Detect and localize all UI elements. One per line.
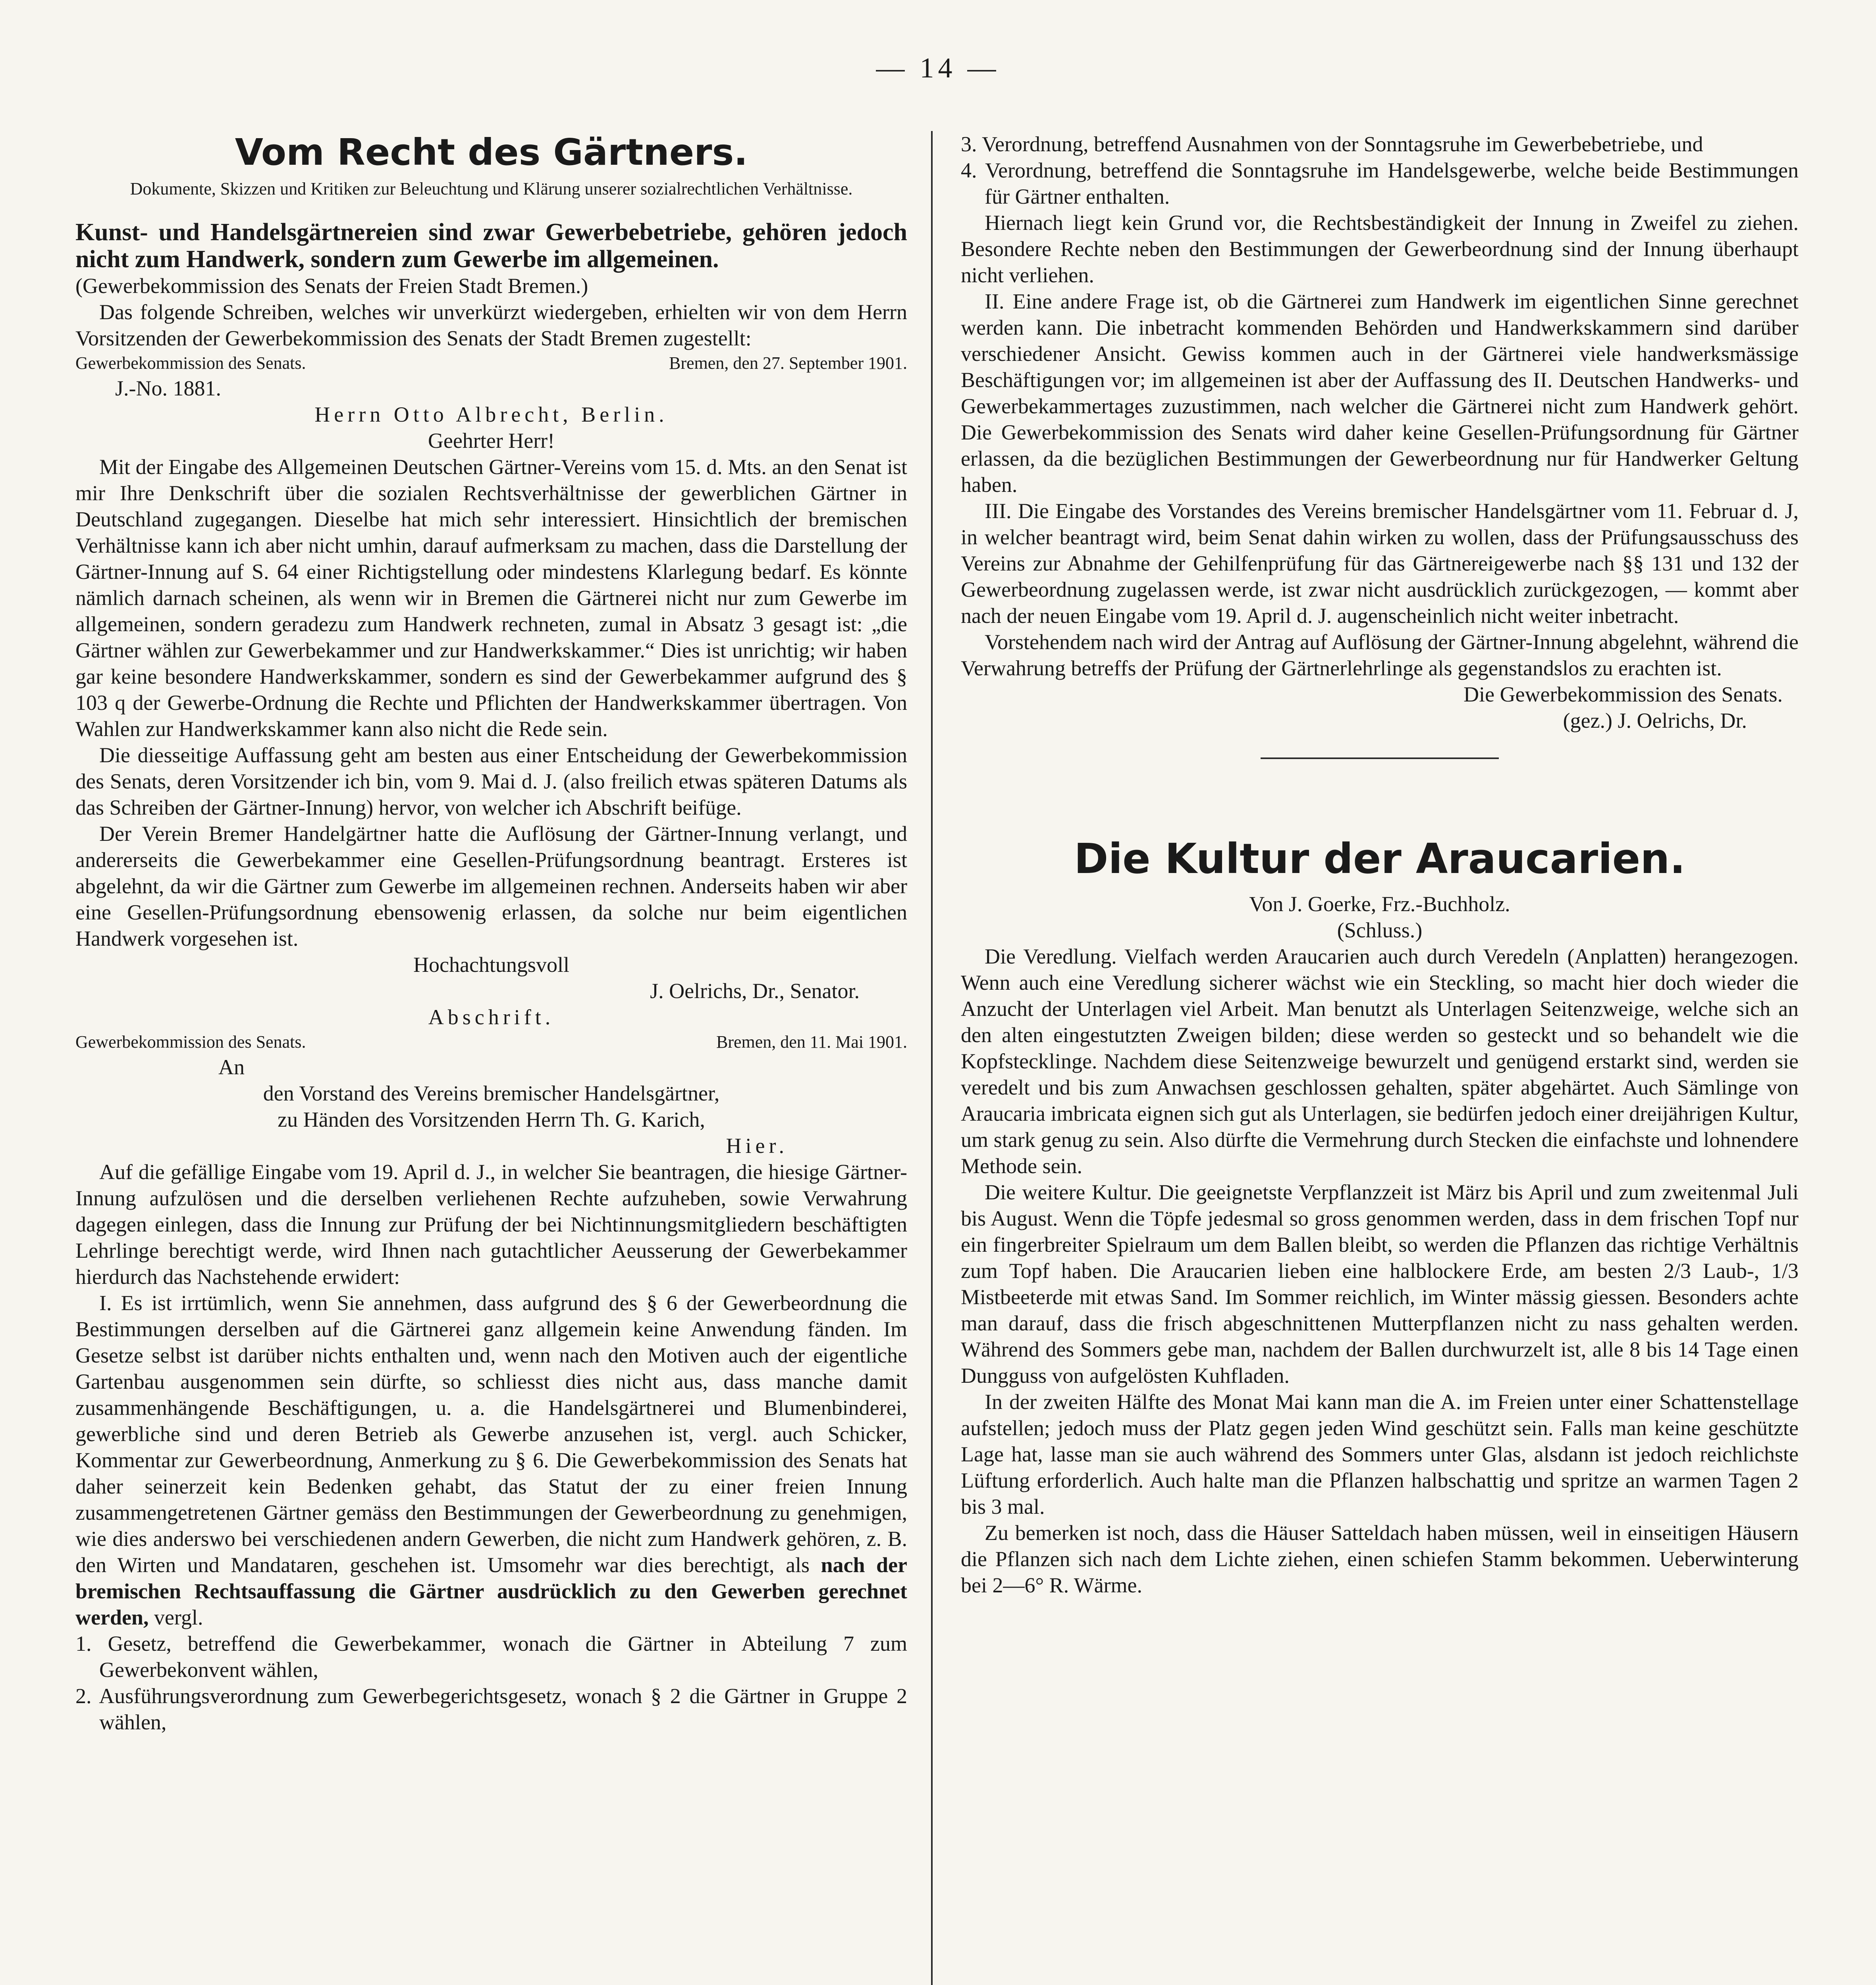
article2-paragraph: In der zweiten Hälfte des Monat Mai kann man die A. im Freien unter einer Schattenstellage aufstellen; jedoch muss der Platz gegen jeden Wind geschützt sein. Falls man keine geschützte Lage hat, lasse man sie auch während des Sommers unter Glas, alsdann ist jedoch reichlichste Lüftung erforderlich. Auch halte man die Pflanzen halbschattig und spritze an warmen Tagen 2 bis 3 mal. [961,1390,1799,1519]
legal-list-item: 1. Gesetz, betreffend die Gewerbekammer, wonach die Gärtner in Abteilung 7 zum Gewerbekonvent wählen, [75,1632,907,1682]
letter1-sender: Gewerbekommission des Senats. [75,353,306,373]
letter2-header [75,1030,907,1054]
legal-list-item: 2. Ausführungsverordnung zum Gewerbegerichtsgesetz, wonach § 2 die Gärtner in Gruppe 2 wählen, [75,1684,907,1734]
article-separator [1261,757,1499,759]
legal-list-item: 4. Verordnung, betreffend die Sonntagsruhe im Handelsgewerbe, welche beide Bestimmungen für Gärtner enthalten. [961,158,1799,208]
letter2-signature: (gez.) J. Oelrichs, Dr. [1563,709,1747,732]
article2-paragraph: Die Veredlung. Vielfach werden Araucarien auch durch Veredeln (Anplatten) herangezogen. Wenn auch eine Veredlung sicherer wächst wie ein Steckling, so macht hier doch wieder die Anzucht der Unterlagen viel Arbeit. Man benutzt als Unterlagen Seitenzweige, welche sich an den alten eingestutzten Zweigen bilden; diese werden so gesteckt und so behandelt wie die Kopfstecklinge. Nachdem diese Seitenzweige bewurzelt und genügend erstarkt sind, werden sie veredelt und bis zum Anwachsen geschlossen gehalten, später abgehärtet. Auch Sämlinge von Araucaria imbricata eignen sich gut als Unterlagen, sie bedürfen jedoch einer dreijährigen Kultur, um stark genug zu sein. Also dürfte die Vermehrung durch Stecken die einfachste und lohnendere Methode sein. [961,944,1799,1178]
article-title: Vom Recht des Gärtners. [235,131,748,173]
letter2-place-date: Bremen, den 11. Mai 1901. [716,1032,907,1052]
point1-tail-text: vergl. [154,1605,203,1629]
legal-list-item: 3. Verordnung, betreffend Ausnahmen von der Sonntagsruhe im Gewerbebetriebe, und [961,132,1703,156]
letter1-paragraph: Der Verein Bremer Handelgärtner hatte die Auflösung der Gärtner-Innung verlangt, und andererseits die Gewerbekammer eine Gesellen-Prüfungsordnung beantragt. Ersteres ist abgelehnt, da wir die Gärtner zum Gewerbe im allgemeinen rechnen. Anderseits haben wir aber eine Gesellen-Prüfungsordnung ebensowenig erlassen, da solche nur beim eigentlichen Handwerk vorgesehen ist. [75,822,907,950]
letter1-paragraph: Die diesseitige Auffassung geht am besten aus einer Entscheidung der Gewerbekommission des Senats, deren Vorsitzender ich bin, vom 9. Mai d. J. (also freilich etwas späteren Datums als das Schreiben der Gärtner-Innung) hervor, von welcher ich Abschrift beifüge. [75,743,907,819]
point1-text: I. Es ist irrtümlich, wenn Sie annehmen, dass aufgrund des § 6 der Gewerbeordnung die Bestimmungen derselben auf die Gärtnerei ganz allgemein keine Anwendung fänden. Im Gesetze selbst ist darüber nichts enthalten und, wenn nach den Motiven auch der eigentliche Gartenbau ausgenommen sein dürfte, so schliesst dies nicht aus, dass manche damit zusammenhängende Beschäftigungen, u. a. die Handelsgärtnerei und Blumenbinderei, gewerbliche sind und deren Betrieb als Gewerbe anzusehen ist, vergl. auch Schicker, Kommentar zur Gewerbeordnung, Anmerkung zu § 6. Die Gewerbekommission des Senats hat daher seinerzeit kein Bedenken gehabt, das Statut der zu einer freien Innung zusammengetretenen Gärtner gemäss den Bestimmungen der Gewerbeordnung zu genehmigen, wie dies anderswo bei verschiedenen andern Gewerben, die nicht zum Handwerk gehören, z. B. den Wirten und Mandataren, geschehen ist. Umsomehr war dies berechtigt, als [75,1291,907,1577]
left-column [75,131,907,1735]
right-column [961,131,1799,1598]
copy-heading: Abschrift. [428,1005,555,1029]
column-divider [931,131,933,1985]
article2-paragraph: Zu bemerken ist noch, dass die Häuser Satteldach haben müssen, weil in einseitigen Häusern die Pflanzen sich nach dem Lichte ziehen, einen schiefen Stamm bekommen. Ueberwinterung bei 2—6° R. Wärme. [961,1521,1799,1597]
page-number: — 14 — [876,52,1000,84]
letter2-addressee-line: zu Händen des Vorsitzenden Herrn Th. G. Karich, [278,1108,705,1131]
source-line: (Gewerbekommission des Senats der Freien Stadt Bremen.) [75,274,588,298]
letter1-salutation: Geehrter Herr! [428,429,555,453]
article2-continuation: (Schluss.) [1337,918,1423,942]
letter2-sender: Gewerbekommission des Senats. [75,1032,306,1052]
letter1-header [75,351,907,375]
letter2-intro: Auf die gefällige Eingabe vom 19. April d. J., in welcher Sie beantragen, die hiesige Gärtner-Innung aufzulösen und die derselben verliehenen Rechte aufzuheben, sowie Verwahrung dagegen einlegen, dass die Innung zur Prüfung der bei Nichtinnungsmitgliedern beschäftigten Lehrlinge berechtigt werde, wird Ihnen nach gutachtlicher Aeusserung der Gewerbekammer hierdurch das Nachstehende erwidert: [75,1160,907,1289]
letter2-paragraph: Vorstehendem nach wird der Antrag auf Auflösung der Gärtner-Innung abgelehnt, während die Verwahrung betreffs der Prüfung der Gärtnerlehrlinge als gegenstandslos zu erachten ist. [961,630,1799,680]
letter2-paragraph: III. Die Eingabe des Vorstandes des Vereins bremischer Handelsgärtner vom 11. Februar d. J, in welcher beantragt wird, beim Senat dahin wirken zu wollen, dass der Prüfungsausschuss des Vereins zur Abnahme der Gehilfenprüfung für das Gärtnereigewerbe nach §§ 131 und 132 der Gewerbeordnung zugelassen werde, ist zwar nicht ausdrücklich zurückgezogen, — kommt aber nach der neuen Eingabe vom 19. April d. J. augenscheinlich nicht weiter inbetracht. [961,499,1799,628]
letter1-ref: J.-No. 1881. [115,376,221,400]
legal-list [75,1630,907,1735]
article2-byline: Von J. Goerke, Frz.-Buchholz. [1249,892,1510,916]
letter2-addressee-line: den Vorstand des Vereins bremischer Handelsgärtner, [263,1081,720,1105]
point1-bold-text: nach der bremischen Rechtsauffassung die Gärtner ausdrücklich zu den Gewerben gerechnet werden, [75,1553,907,1629]
article-subtitle: Dokumente, Skizzen und Kritiken zur Beleuchtung und Klärung unserer sozialrechtlichen Verhältnisse. [130,179,853,198]
legal-list-continued [961,131,1799,210]
intro-paragraph: Das folgende Schreiben, welches wir unverkürzt wiedergeben, erhielten wir von dem Herrn Vorsitzenden der Gewerbekommission des Senats der Stadt Bremen zugestellt: [75,300,907,350]
letter2-point1 [75,1290,907,1630]
letter2-to: An [218,1055,245,1079]
letter1-paragraph: Mit der Eingabe des Allgemeinen Deutschen Gärtner-Vereins vom 15. d. Mts. an den Senat ist mir Ihre Denkschrift über die sozialen Rechtsverhältnisse der gewerblichen Gärtner in Deutschland zugegangen. Dieselbe hat mich sehr interessiert. Hinsichtlich der bremischen Verhältnisse kann ich aber nicht umhin, darauf aufmerksam zu machen, dass die Darstellung der Gärtner-Innung auf S. 64 einer Richtigstellung oder mindestens Klarlegung bedarf. Es könnte nämlich darnach scheinen, als wenn wir in Bremen die Gärtnerei nicht nur zum Gewerbe im allgemeinen, sondern geradezu zum Handwerk rechneten, zumal in Absatz 3 gesagt ist: „die Gärtner wählen zur Gewerbekammer und zur Handwerkskammer.“ Dies ist unrichtig; wir haben gar keine besondere Handwerkskammer, sondern es sind der Gewerbekammer aufgrund des § 103 q der Gewerbe-Ordnung die Rechte und Pflichten der Handwerkskammer übertragen. Von Wahlen zur Handwerkskammer kann also nicht die Rede sein. [75,455,907,741]
letter1-signature: J. Oelrichs, Dr., Senator. [650,979,860,1003]
letter1-place-date: Bremen, den 27. September 1901. [669,353,907,373]
article2-title: Die Kultur der Araucarien. [1074,834,1685,883]
letter1-addressee: Herrn Otto Albrecht, Berlin. [314,403,668,426]
letter1-closing: Hochachtungsvoll [413,953,569,977]
article2-paragraph: Die weitere Kultur. Die geeignetste Verpflanzzeit ist März bis April und zum zweitenmal Juli bis August. Wenn die Töpfe jedesmal so gross genommen werden, dass in dem frischen Topf nur ein fingerbreiter Spielraum um dem Ballen bleibt, so werden die Pflanzen das richtige Verhältnis zum Topf haben. Die Araucarien lieben eine halblockere Erde, am besten 2/3 Laub-, 1/3 Mistbeeterde mit etwas Sand. Im Sommer reichlich, im Winter mässig giessen. Besonders achte man darauf, dass die frisch abgeschnittenen Mutterpflanzen nicht zu nass gehalten werden. Während des Sommers gebe man, nachdem der Ballen durchwurzelt ist, alle 8 bis 14 Tage einen Dungguss von aufgelösten Kuhfladen. [961,1180,1799,1388]
letter2-paragraph: Hiernach liegt kein Grund vor, die Rechtsbeständigkeit der Innung in Zweifel zu ziehen. Besondere Rechte neben den Bestimmungen der Gewerbeordnung sind der Innung überhaupt nicht verliehen. [961,211,1799,287]
article-lead: Kunst- und Handelsgärtnereien sind zwar Gewerbebetriebe, gehören jedoch nicht zum Handwerk, sondern zum Gewerbe im allgemeinen. [75,219,907,273]
letter2-paragraph: II. Eine andere Frage ist, ob die Gärtnerei zum Handwerk im eigentlichen Sinne gerechnet werden kann. Die inbetracht kommenden Behörden und Handwerkskammern sind darüber verschiedener Ansicht. Gewiss kommen auch in der Gärtnerei viele handwerksmässige Beschäftigungen vor; im allgemeinen ist aber der Auffassung des II. Deutschen Handwerks- und Gewerbekammertages zuzustimmen, nach welcher die Gärtnerei nicht zum Handwerk gehört. Die Gewerbekommission des Senats wird daher keine Gesellen-Prüfungsordnung für Gärtner erlassen, da die bezüglichen Bestimmungen der Gewerbeordnung nur für Handwerker Geltung haben. [961,289,1799,497]
letter2-closing: Die Gewerbekommission des Senats. [1463,682,1783,706]
letter2-addressee-line: Hier. [726,1134,788,1158]
